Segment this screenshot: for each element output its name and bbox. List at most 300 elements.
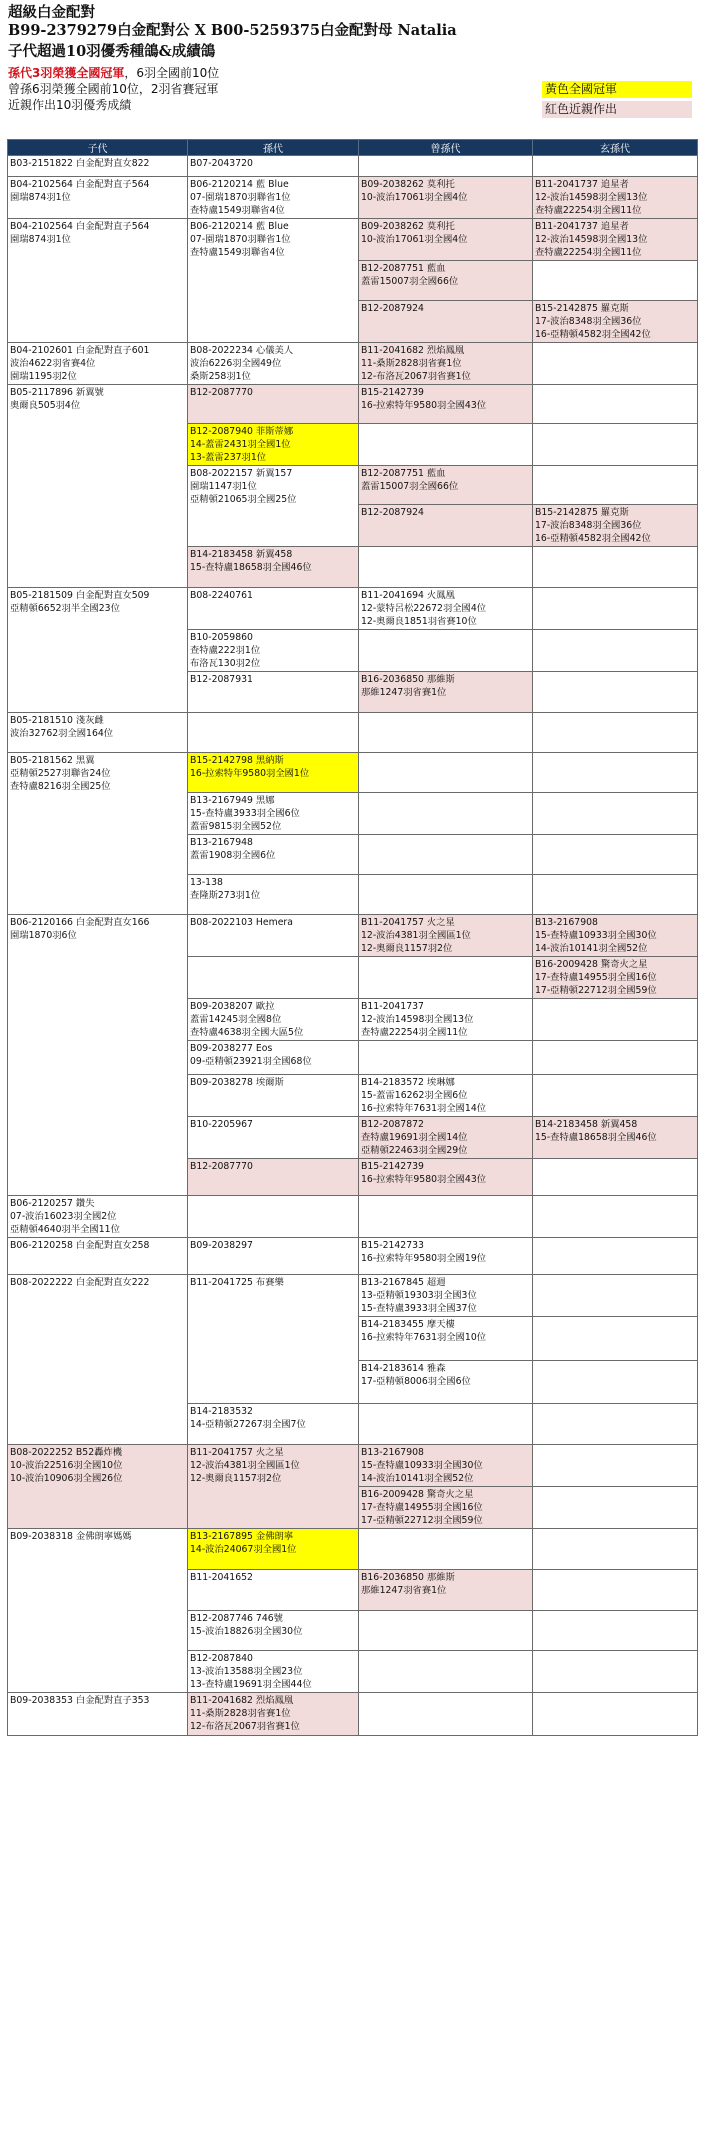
pigeon-id: B13-2167948 — [190, 837, 253, 848]
race-result: 12-奧爾良1157羽2位 — [361, 943, 453, 954]
race-result: 16-亞精頓4582羽全國42位 — [535, 329, 651, 340]
race-result: 15-查特盧18658羽全國46位 — [535, 1132, 657, 1143]
race-result: 查特盧222羽1位 — [190, 645, 261, 656]
top10-summary: ，6羽全國前10位 — [124, 66, 220, 80]
pigeon-id: B14-2183455 摩天樓 — [361, 1319, 455, 1330]
pedigree-cell — [8, 753, 188, 915]
pedigree-cell — [359, 835, 533, 875]
pedigree-cell — [533, 547, 698, 588]
race-result: 奧爾良505羽4位 — [10, 400, 81, 411]
pedigree-cell — [188, 1196, 359, 1238]
pedigree-cell — [533, 999, 698, 1041]
pedigree-cell — [359, 1238, 533, 1275]
column-header: 玄孫代 — [533, 140, 698, 156]
race-result: 蓋雷9815羽全國52位 — [190, 821, 282, 832]
legend-yellow: 黃色全國冠軍 — [542, 81, 692, 98]
pedigree-cell — [533, 505, 698, 547]
race-result: 10-波治17061羽全國4位 — [361, 234, 468, 245]
race-result: 12-波治14598羽全國13位 — [535, 234, 648, 245]
pedigree-cell — [359, 1570, 533, 1611]
title-line-1: 超級白金配對 — [8, 4, 95, 21]
pigeon-id: B14-2183614 雅森 — [361, 1363, 446, 1374]
race-result: 07-園瑞1870羽聯省1位 — [190, 192, 291, 203]
pigeon-id: B10-2059860 — [190, 632, 253, 643]
pedigree-cell — [188, 385, 359, 424]
pigeon-id: B06-2120257 鑽失 — [10, 1198, 95, 1209]
pigeon-id: B11-2041737 追星者 — [535, 221, 629, 232]
pedigree-cell — [359, 1159, 533, 1196]
race-result: 13-亞精頓19303羽全國3位 — [361, 1290, 477, 1301]
pedigree-cell — [188, 672, 359, 713]
pigeon-id: B09-2038297 — [190, 1240, 253, 1251]
race-result: 蓋雷14245羽全國8位 — [190, 1014, 282, 1025]
race-result: 12-奧爾良1157羽2位 — [190, 1473, 282, 1484]
pedigree-cell — [533, 875, 698, 915]
pigeon-id: B09-2038207 歐拉 — [190, 1001, 275, 1012]
pedigree-cell — [188, 547, 359, 588]
table-row — [8, 385, 698, 424]
pedigree-cell — [359, 424, 533, 466]
race-result: 16-拉索特年9580羽全國43位 — [361, 1174, 487, 1185]
race-result: 07-波治16023羽全國2位 — [10, 1211, 117, 1222]
pedigree-cell — [188, 1611, 359, 1651]
pigeon-id: B05-2181509 白金配對直女509 — [10, 590, 150, 601]
pigeon-id: B11-2041682 烈焰鳳凰 — [190, 1695, 294, 1706]
race-result: 12-波治14598羽全國13位 — [361, 1014, 474, 1025]
race-result: 13-蓋雷237羽1位 — [190, 452, 267, 463]
race-result: 14-波治10141羽全國52位 — [535, 943, 648, 954]
race-result: 16-拉索特年7631羽全國14位 — [361, 1103, 487, 1114]
pigeon-id: B15-2142739 — [361, 387, 424, 398]
legend-pink: 紅色近親作出 — [542, 101, 692, 118]
table-row — [8, 1196, 698, 1238]
pedigree-cell — [533, 1238, 698, 1275]
pigeon-id: B08-2022103 Hemera — [190, 917, 293, 928]
pigeon-id: B12-2087751 藍血 — [361, 468, 446, 479]
race-result: 17-亞精頓22712羽全國59位 — [361, 1515, 483, 1526]
pedigree-cell — [359, 301, 533, 343]
pedigree-cell — [188, 1075, 359, 1117]
pedigree-cell — [8, 1275, 188, 1445]
race-result: 17-波治8348羽全國36位 — [535, 520, 642, 531]
pedigree-cell — [533, 156, 698, 177]
pigeon-id: B12-2087931 — [190, 674, 253, 685]
table-row — [8, 1275, 698, 1317]
pedigree-cell — [533, 219, 698, 261]
pedigree-cell — [533, 1611, 698, 1651]
pedigree-cell — [8, 1445, 188, 1529]
pedigree-cell — [533, 1041, 698, 1075]
pigeon-id: B11-2041737 追星者 — [535, 179, 629, 190]
pedigree-cell — [188, 1404, 359, 1445]
pedigree-cell — [533, 343, 698, 385]
pedigree-cell — [359, 385, 533, 424]
pedigree-cell — [533, 1075, 698, 1117]
pigeon-id: B16-2036850 那維斯 — [361, 674, 455, 685]
pedigree-cell — [188, 1651, 359, 1693]
pigeon-id: B12-2087872 — [361, 1119, 424, 1130]
pedigree-cell — [359, 1075, 533, 1117]
column-header: 孫代 — [188, 140, 359, 156]
pedigree-cell — [188, 219, 359, 343]
pedigree-cell — [533, 177, 698, 219]
pigeon-id: B05-2117896 新翼號 — [10, 387, 104, 398]
race-result: 波治6226羽全國49位 — [190, 358, 282, 369]
pedigree-cell — [359, 1404, 533, 1445]
champion-summary — [8, 65, 698, 81]
race-result: 亞精頓4640羽半全國11位 — [10, 1224, 120, 1235]
race-result: 10-波治10906羽全國26位 — [10, 1473, 123, 1484]
pigeon-id: B10-2205967 — [190, 1119, 253, 1130]
race-result: 14-蓋雷2431羽全國1位 — [190, 439, 291, 450]
pedigree-cell — [188, 835, 359, 875]
race-result: 園瑞874羽1位 — [10, 192, 71, 203]
pigeon-id: B06-2120166 白金配對直女166 — [10, 917, 150, 928]
pigeon-id: B04-2102601 白金配對直子601 — [10, 345, 150, 356]
table-row — [8, 156, 698, 177]
table-header-row — [8, 140, 698, 156]
title-line-2: B99-2379279白金配對公 X B00-5259375白金配對母 Natalia — [8, 22, 457, 39]
race-result: 12-波治4381羽全國區1位 — [190, 1460, 300, 1471]
pigeon-id: B03-2151822 白金配對直女822 — [10, 158, 150, 169]
race-result: 查特盧22254羽全國11位 — [361, 1027, 468, 1038]
race-result: 17-查特盧14955羽全國16位 — [361, 1502, 483, 1513]
pigeon-id: B08-2022157 新翼157 — [190, 468, 293, 479]
race-result: 14-波治10141羽全國52位 — [361, 1473, 474, 1484]
pedigree-cell — [533, 672, 698, 713]
pigeon-id: B11-2041737 — [361, 1001, 424, 1012]
race-result: 17-波治8348羽全國36位 — [535, 316, 642, 327]
pigeon-id: B14-2183458 新翼458 — [535, 1119, 638, 1130]
pigeon-id: B12-2087840 — [190, 1653, 253, 1664]
pigeon-id: B06-2120214 藍 Blue — [190, 179, 289, 190]
race-result: 布洛瓦130羽2位 — [190, 658, 261, 669]
pedigree-cell — [359, 1487, 533, 1529]
race-result: 09-亞精頓23921羽全國68位 — [190, 1056, 312, 1067]
race-result: 15-查特盧10933羽全國30位 — [361, 1460, 483, 1471]
pedigree-cell — [359, 219, 533, 261]
race-result: 蓋雷1908羽全國6位 — [190, 850, 276, 861]
race-result: 14-波治24067羽全國1位 — [190, 1544, 297, 1555]
pedigree-cell — [533, 1275, 698, 1317]
pigeon-id: B05-2181562 黑翼 — [10, 755, 95, 766]
column-header: 子代 — [8, 140, 188, 156]
inbred-summary: 近親作出10羽優秀成績 — [8, 98, 132, 112]
pedigree-cell — [359, 1611, 533, 1651]
pigeon-id: B14-2183458 新翼458 — [190, 549, 293, 560]
table-row — [8, 1693, 698, 1736]
pigeon-id: B12-2087924 — [361, 303, 424, 314]
race-result: 查特盧4638羽全國大區5位 — [190, 1027, 304, 1038]
pigeon-id: B15-2142875 羅克斯 — [535, 507, 629, 518]
race-result: 17-查特盧14955羽全國16位 — [535, 972, 657, 983]
pigeon-id: 13-138 — [190, 877, 223, 888]
pedigree-cell — [188, 343, 359, 385]
race-result: 園瑞874羽1位 — [10, 234, 71, 245]
pedigree-cell — [533, 1159, 698, 1196]
pedigree-cell — [188, 1275, 359, 1404]
pedigree-cell — [533, 1651, 698, 1693]
great-grand-summary: 曾孫6羽榮獲全國前10位，2羽省賽冠軍 — [8, 82, 219, 96]
pedigree-cell — [359, 261, 533, 301]
pedigree-cell — [188, 1445, 359, 1529]
race-result: 那維1247羽省賽1位 — [361, 1585, 447, 1596]
pigeon-id: B13-2167908 — [535, 917, 598, 928]
race-result: 15-查特盧3933羽全國37位 — [361, 1303, 477, 1314]
race-result: 10-波治22516羽全國10位 — [10, 1460, 123, 1471]
title-line-3: 子代超過10羽優秀種鴿&成績鴿 — [8, 43, 216, 60]
race-result: 07-園瑞1870羽聯省1位 — [190, 234, 291, 245]
pigeon-id: B16-2009428 驚奇火之星 — [535, 959, 648, 970]
pedigree-cell — [533, 261, 698, 301]
table-row — [8, 1529, 698, 1570]
table-row — [8, 219, 698, 261]
race-result: 桑斯258羽1位 — [190, 371, 251, 382]
pedigree-cell — [359, 672, 533, 713]
page-header — [8, 4, 698, 138]
pigeon-id: B11-2041694 火鳳凰 — [361, 590, 455, 601]
pedigree-cell — [8, 1238, 188, 1275]
race-result: 亞精頓6652羽半全國23位 — [10, 603, 120, 614]
pigeon-id: B04-2102564 白金配對直子564 — [10, 221, 150, 232]
pigeon-id: B09-2038353 白金配對直子353 — [10, 1695, 150, 1706]
pedigree-cell — [359, 957, 533, 999]
pigeon-id: B09-2038318 金佛朗寧媽媽 — [10, 1531, 132, 1542]
race-result: 17-亞精頓22712羽全國59位 — [535, 985, 657, 996]
pigeon-id: B12-2087751 藍血 — [361, 263, 446, 274]
pedigree-cell — [188, 466, 359, 547]
pedigree-cell — [533, 753, 698, 793]
pedigree-cell — [8, 713, 188, 753]
race-result: 那維1247羽省賽1位 — [361, 687, 447, 698]
pedigree-cell — [533, 1117, 698, 1159]
pedigree-cell — [188, 1041, 359, 1075]
pedigree-cell — [8, 915, 188, 1196]
pedigree-cell — [533, 1487, 698, 1529]
pedigree-cell — [359, 177, 533, 219]
race-result: 13-查特盧19691羽全國44位 — [190, 1679, 312, 1690]
pedigree-cell — [533, 713, 698, 753]
pedigree-cell — [359, 713, 533, 753]
pigeon-id: B11-2041682 烈焰鳳凰 — [361, 345, 465, 356]
pedigree-cell — [188, 424, 359, 466]
pedigree-cell — [8, 588, 188, 713]
race-result: 16-亞精頓4582羽全國42位 — [535, 533, 651, 544]
race-result: 波治4622羽省賽4位 — [10, 358, 96, 369]
pigeon-id: B09-2038278 埃爾斯 — [190, 1077, 284, 1088]
pigeon-id: B08-2240761 — [190, 590, 253, 601]
race-result: 園瑞1195羽2位 — [10, 371, 77, 382]
pedigree-cell — [359, 1317, 533, 1361]
race-result: 查特盧19691羽全國14位 — [361, 1132, 468, 1143]
race-result: 11-桑斯2828羽省賽1位 — [190, 1708, 291, 1719]
race-result: 15-查特盧3933羽全國6位 — [190, 808, 300, 819]
pedigree-cell — [359, 1041, 533, 1075]
pedigree-cell — [359, 1275, 533, 1317]
pedigree-cell — [359, 466, 533, 505]
pigeon-id: B15-2142875 羅克斯 — [535, 303, 629, 314]
pedigree-cell — [188, 999, 359, 1041]
column-header: 曾孫代 — [359, 140, 533, 156]
race-result: 15-波治18826羽全國30位 — [190, 1626, 303, 1637]
pigeon-id: B14-2183572 埃琳娜 — [361, 1077, 455, 1088]
pigeon-id: B13-2167845 超週 — [361, 1277, 446, 1288]
pigeon-id: B09-2038262 莫利托 — [361, 221, 455, 232]
red-highlight: 孫代3羽榮獲全國冠軍 — [8, 66, 125, 80]
pedigree-cell — [359, 999, 533, 1041]
pigeon-id: B15-2142798 黑納斯 — [190, 755, 284, 766]
race-result: 13-波治13588羽全國23位 — [190, 1666, 303, 1677]
pedigree-cell — [533, 424, 698, 466]
pedigree-cell — [8, 1529, 188, 1693]
pigeon-id: B05-2181510 淺灰雌 — [10, 715, 104, 726]
pedigree-cell — [188, 753, 359, 793]
race-result: 波治32762羽全國164位 — [10, 728, 114, 739]
race-result: 亞精頓2527羽聯省24位 — [10, 768, 111, 779]
pigeon-id: B13-2167895 金佛朗寧 — [190, 1531, 294, 1542]
pedigree-cell — [359, 753, 533, 793]
race-result: 12-奧爾良1851羽省賽10位 — [361, 616, 477, 627]
pigeon-id: B08-2022234 心儀美人 — [190, 345, 294, 356]
race-result: 14-亞精頓27267羽全國7位 — [190, 1419, 306, 1430]
pedigree-cell — [533, 385, 698, 424]
race-result: 11-桑斯2828羽省賽1位 — [361, 358, 462, 369]
pedigree-cell — [533, 1196, 698, 1238]
pedigree-cell — [188, 177, 359, 219]
pedigree-cell — [8, 1693, 188, 1736]
race-result: 15-蓋雷16262羽全國6位 — [361, 1090, 468, 1101]
pedigree-cell — [359, 505, 533, 547]
race-result: 蓋雷15007羽全國66位 — [361, 481, 459, 492]
pedigree-cell — [188, 915, 359, 957]
race-result: 12-蒙特呂松22672羽全國4位 — [361, 603, 487, 614]
pedigree-cell — [188, 156, 359, 177]
pedigree-cell — [188, 1159, 359, 1196]
race-result: 12-波治4381羽全國區1位 — [361, 930, 471, 941]
pedigree-cell — [188, 1117, 359, 1159]
pedigree-cell — [533, 630, 698, 672]
pedigree-cell — [8, 156, 188, 177]
pigeon-id: B04-2102564 白金配對直子564 — [10, 179, 150, 190]
race-result: 12-波治14598羽全國13位 — [535, 192, 648, 203]
race-result: 17-亞精頓8006羽全國6位 — [361, 1376, 471, 1387]
pigeon-id: B15-2142733 — [361, 1240, 424, 1251]
table-row — [8, 1445, 698, 1487]
pedigree-cell — [188, 1570, 359, 1611]
pedigree-cell — [359, 793, 533, 835]
race-result: 亞精頓21065羽全國25位 — [190, 494, 297, 505]
race-result: 蓋雷15007羽全國66位 — [361, 276, 459, 287]
pedigree-cell — [533, 588, 698, 630]
race-result: 查特盧22254羽全國11位 — [535, 247, 642, 258]
pigeon-id: B11-2041725 布賽樂 — [190, 1277, 284, 1288]
pedigree-cell — [188, 875, 359, 915]
pigeon-id: B09-2038262 莫利托 — [361, 179, 455, 190]
table-row — [8, 588, 698, 630]
race-result: 查特盧1549羽聯省4位 — [190, 205, 285, 216]
pedigree-cell — [533, 1404, 698, 1445]
pedigree-cell — [359, 1361, 533, 1404]
pedigree-cell — [188, 713, 359, 753]
pedigree-cell — [359, 1651, 533, 1693]
race-result: 查隆斯273羽1位 — [190, 890, 261, 901]
table-row — [8, 713, 698, 753]
pedigree-cell — [8, 177, 188, 219]
pedigree-cell — [8, 343, 188, 385]
race-result: 16-拉索特年9580羽全國43位 — [361, 400, 487, 411]
pedigree-cell — [359, 1693, 533, 1736]
pedigree-cell — [533, 1570, 698, 1611]
pigeon-id: B13-2167908 — [361, 1447, 424, 1458]
race-result: 園瑞1870羽6位 — [10, 930, 77, 941]
pigeon-id: B16-2009428 驚奇火之星 — [361, 1489, 474, 1500]
pedigree-cell — [533, 301, 698, 343]
pedigree-cell — [533, 1693, 698, 1736]
pedigree-table — [7, 139, 698, 1736]
pigeon-id: B06-2120258 白金配對直女258 — [10, 1240, 150, 1251]
pigeon-id: B14-2183532 — [190, 1406, 253, 1417]
pedigree-cell — [188, 1529, 359, 1570]
table-row — [8, 177, 698, 219]
pedigree-cell — [188, 793, 359, 835]
pedigree-cell — [533, 466, 698, 505]
pedigree-cell — [359, 875, 533, 915]
pigeon-id: B13-2167949 黑娜 — [190, 795, 275, 806]
pedigree-cell — [359, 1445, 533, 1487]
race-result: 園瑞1147羽1位 — [190, 481, 257, 492]
race-result: 16-拉索特年9580羽全國1位 — [190, 768, 310, 779]
race-result: 12-布洛瓦2067羽省賽1位 — [190, 1721, 300, 1732]
table-row — [8, 915, 698, 957]
pigeon-id: B12-2087770 — [190, 387, 253, 398]
pedigree-cell — [188, 957, 359, 999]
pedigree-cell — [188, 1693, 359, 1736]
race-result: 查特盧1549羽聯省4位 — [190, 247, 285, 258]
pigeon-id: B12-2087770 — [190, 1161, 253, 1172]
pedigree-cell — [359, 1529, 533, 1570]
pedigree-cell — [533, 835, 698, 875]
pigeon-id: B12-2087940 菲斯蒂娜 — [190, 426, 294, 437]
pedigree-cell — [359, 1196, 533, 1238]
table-row — [8, 343, 698, 385]
pedigree-cell — [533, 915, 698, 957]
pedigree-cell — [359, 547, 533, 588]
pedigree-cell — [533, 1445, 698, 1487]
pedigree-cell — [533, 793, 698, 835]
pedigree-cell — [533, 1529, 698, 1570]
race-result: 亞精頓22463羽全國29位 — [361, 1145, 468, 1156]
pigeon-id: B08-2022252 B52轟炸機 — [10, 1447, 123, 1458]
pigeon-id: B06-2120214 藍 Blue — [190, 221, 289, 232]
pigeon-id: B11-2041757 火之星 — [190, 1447, 284, 1458]
pedigree-cell — [359, 630, 533, 672]
pigeon-id: B09-2038277 Eos — [190, 1043, 273, 1054]
race-result: 16-拉索特年7631羽全國10位 — [361, 1332, 487, 1343]
race-result: 15-查特盧10933羽全國30位 — [535, 930, 657, 941]
pedigree-cell — [8, 1196, 188, 1238]
pigeon-id: B16-2036850 那維斯 — [361, 1572, 455, 1583]
pigeon-id: B11-2041757 火之星 — [361, 917, 455, 928]
pedigree-cell — [188, 1238, 359, 1275]
pigeon-id: B08-2022222 白金配對直女222 — [10, 1277, 150, 1288]
pedigree-cell — [533, 1317, 698, 1361]
pigeon-id: B07-2043720 — [190, 158, 253, 169]
pedigree-cell — [359, 588, 533, 630]
pigeon-id: B12-2087746 746號 — [190, 1613, 283, 1624]
table-row — [8, 753, 698, 793]
race-result: 15-查特盧18658羽全國46位 — [190, 562, 312, 573]
race-result: 16-拉索特年9580羽全國19位 — [361, 1253, 487, 1264]
